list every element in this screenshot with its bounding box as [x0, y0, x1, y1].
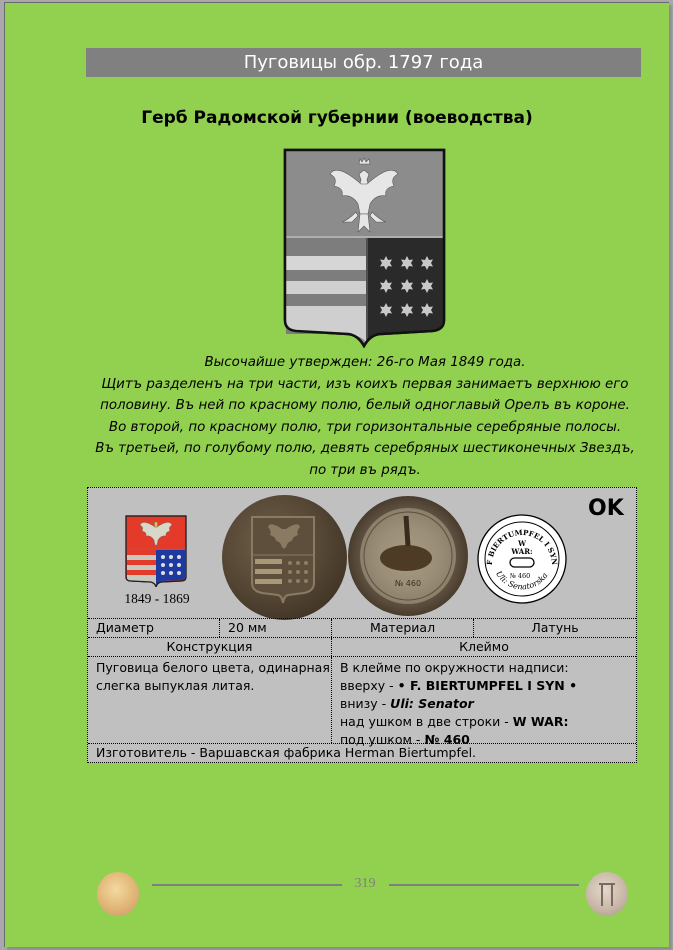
- decree-line: Щитъ разделенъ на три части, изъ коихъ первая занимаетъ верхнюю его: [101, 376, 629, 392]
- footer-button-left-icon: [97, 872, 139, 916]
- footer-button-right-icon: [586, 872, 628, 916]
- page-title: Герб Радомской губернии (воеводства): [141, 108, 533, 128]
- button-front-image: [222, 495, 347, 620]
- footer-divider-left: [152, 884, 342, 886]
- images-row: [88, 488, 636, 618]
- coat-of-arms-small-image: [125, 515, 187, 587]
- mark-top-line: вверху - • F. BIERTUMPFEL I SYN •: [340, 678, 578, 693]
- construction-description: Пуговица белого цвета, одинарная слегка выпуклая литая.: [96, 660, 330, 693]
- material-label: Материал: [331, 619, 473, 637]
- diameter-label: Диаметр: [96, 620, 154, 635]
- decree-text: [95, 352, 635, 482]
- mark-below-loop-line: под ушком - № 460: [340, 732, 470, 747]
- descriptions-row: [88, 656, 636, 747]
- decree-line: Высочайше утвержден: 26-го Мая 1849 года.: [204, 355, 526, 370]
- decree-line: половину. Въ ней по красному полю, белый одноглавый Орелъ въ короне.: [100, 398, 630, 414]
- section-headers-row: [88, 637, 636, 656]
- construction-header: Конструкция: [166, 639, 253, 654]
- manufacturer-row: [88, 743, 636, 762]
- status-badge: OK: [588, 496, 624, 521]
- svg-text:Uli: Senatorska: Uli: Senatorska: [493, 569, 550, 592]
- button-back-image: [348, 496, 468, 616]
- mark-description: В клейме по окружности надписи: вверху - • F. BIERTUMPFEL I SYN • внизу - Uli: Senator над ушком в две строки - W WAR: под ушком - № 460: [331, 657, 636, 743]
- coat-of-arms-large-image: [282, 148, 447, 348]
- svg-text:№ 460: № 460: [394, 579, 422, 588]
- button-info-card: [87, 487, 637, 763]
- diameter-value: 20 мм: [219, 619, 331, 637]
- decree-line: Въ третьей, по голубому полю, девять серебряных шестиконечных Звездъ,: [95, 441, 635, 457]
- maker-mark-drawing: [476, 513, 568, 605]
- mark-header: Клеймо: [331, 638, 636, 656]
- svg-text:№ 460: № 460: [509, 572, 531, 580]
- footer-divider-right: [389, 884, 579, 886]
- section-title: Пуговицы обр. 1797 года: [243, 52, 484, 73]
- svg-text:W: W: [518, 539, 526, 548]
- specs-row: [88, 618, 636, 637]
- svg-text:F BIERTUMPFEL I SYN: F BIERTUMPFEL I SYN: [484, 527, 560, 566]
- years-label: 1849 - 1869: [124, 591, 190, 606]
- document-page: [4, 2, 669, 947]
- svg-text:WAR:: WAR:: [511, 547, 533, 556]
- decree-line: по три въ рядъ.: [309, 462, 421, 478]
- mark-bottom-line: внизу - Uli: Senator: [340, 696, 474, 711]
- material-value: Латунь: [473, 619, 636, 637]
- page-number: 319: [354, 876, 376, 891]
- manufacturer-text: Изготовитель - Варшавская фабрика Herman Biertumpfel.: [96, 745, 477, 760]
- mark-above-loop-line: над ушком в две строки - W WAR:: [340, 714, 569, 729]
- decree-line: Во второй, по красному полю, три горизонтальные серебряные полосы.: [108, 419, 622, 435]
- section-header: [86, 48, 641, 77]
